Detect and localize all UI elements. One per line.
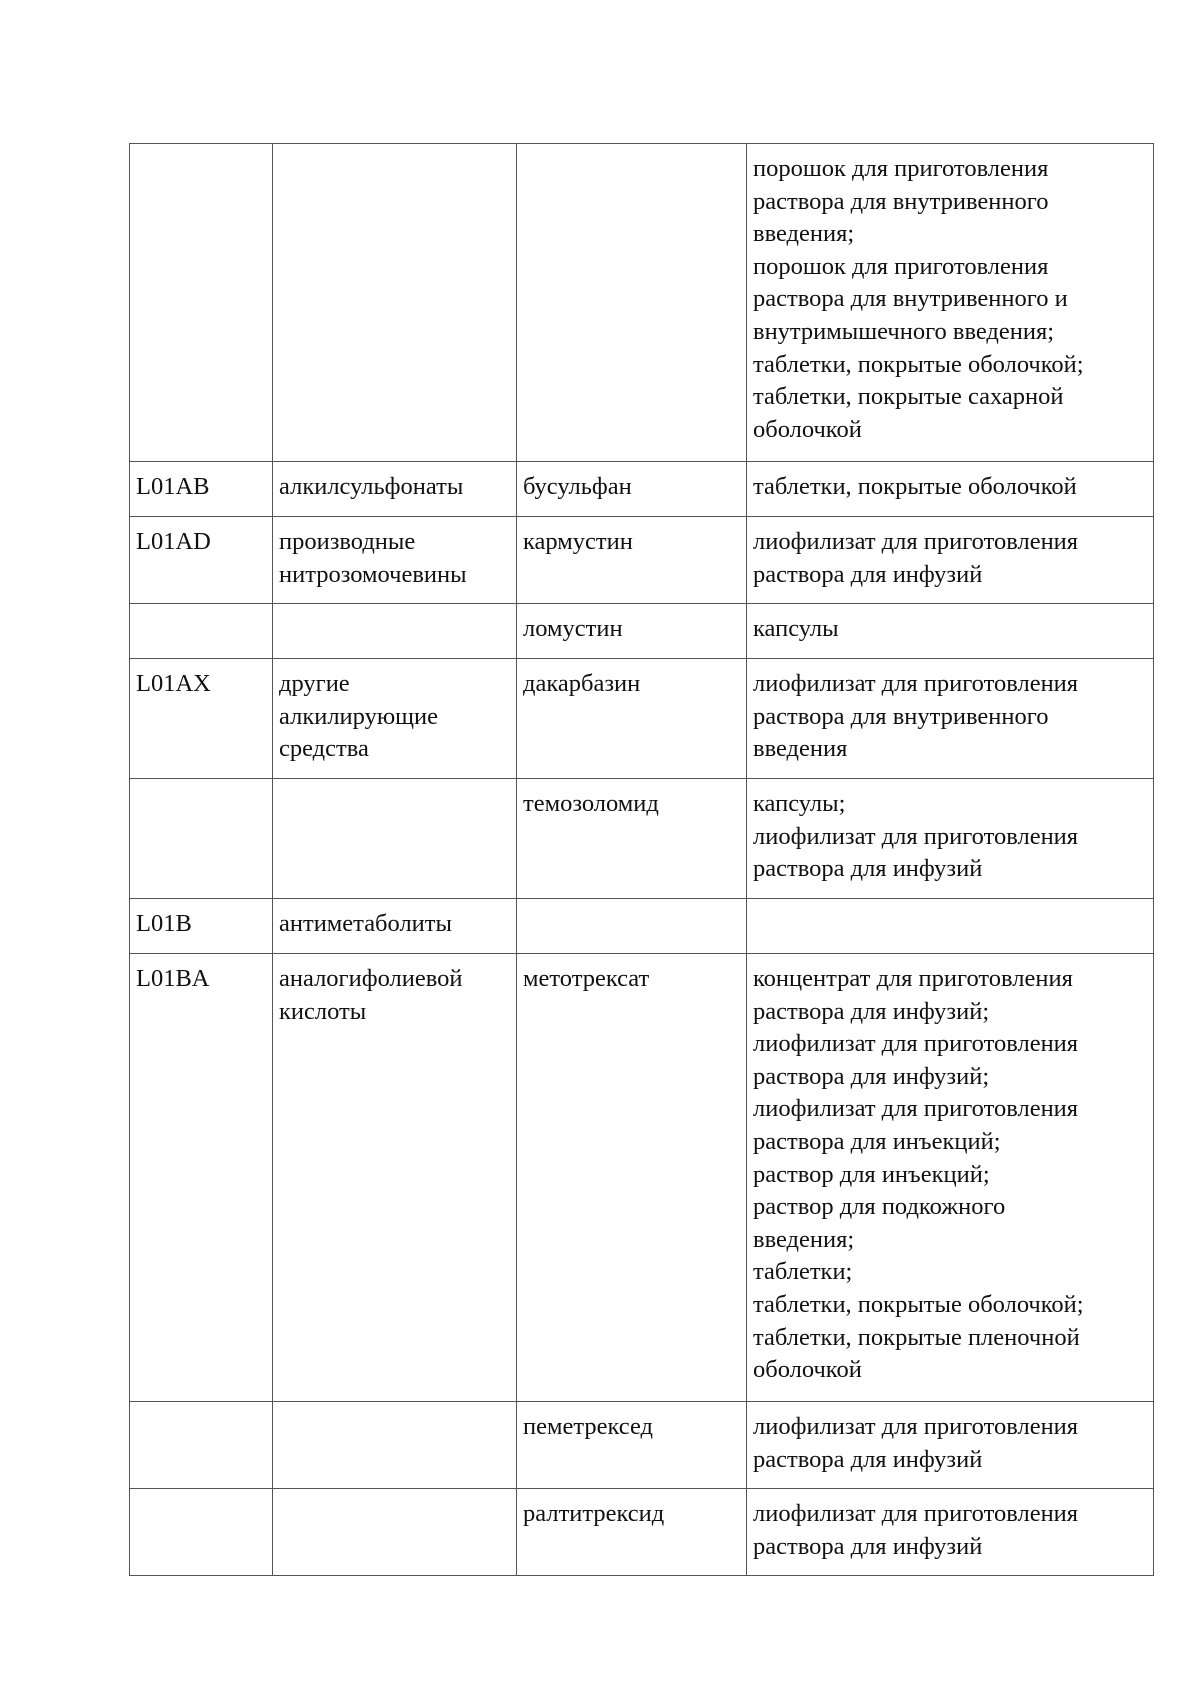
dosage-form-line: таблетки, покрытые оболочкой — [753, 473, 1077, 500]
dosage-form-line: порошок для приготовления — [753, 155, 1049, 182]
table-row — [130, 1489, 1154, 1576]
dosage-form-line: раствора для инфузий; — [753, 1062, 990, 1090]
pharm-group-cell — [273, 604, 517, 659]
dosage-form-line: лиофилизат для приготовления — [753, 528, 1079, 555]
dosage-form-line: раствора для внутривенного — [753, 187, 1049, 215]
dosage-form-line: лиофилизат для приготовления — [753, 1500, 1079, 1527]
dosage-form-line: лиофилизат для приготовления — [753, 822, 1079, 850]
pharm-group-cell — [273, 659, 517, 779]
drug-table — [129, 143, 1154, 1576]
atc-code-cell: L01AB — [130, 462, 273, 517]
dosage-form-line: раствора для инфузий — [753, 1532, 983, 1560]
dosage-form-cell — [747, 604, 1154, 659]
atc-code-cell: L01AD — [130, 517, 273, 604]
dosage-form-cell — [747, 1402, 1154, 1489]
pharm-group-cell — [273, 144, 517, 462]
table-row — [130, 144, 1154, 462]
pharm-group-word: аналоги — [279, 965, 362, 992]
atc-code-cell — [130, 1402, 273, 1489]
pharm-group-line: алкилирующие — [279, 702, 438, 730]
atc-code-cell — [130, 1489, 273, 1576]
dosage-form-line: лиофилизат для приготовления — [753, 670, 1079, 697]
table-row — [130, 1402, 1154, 1489]
dosage-form-line: раствора для внутривенного и — [753, 285, 1068, 313]
drug-name-cell: дакарбазин — [517, 659, 747, 779]
table-row — [130, 517, 1154, 604]
dosage-form-line: лиофилизат для приготовления — [753, 1030, 1079, 1058]
drug-name-cell: бусульфан — [517, 462, 747, 517]
pharm-group-line — [279, 963, 510, 996]
pharm-group-cell — [273, 517, 517, 604]
dosage-form-cell — [747, 517, 1154, 604]
dosage-form-line: таблетки, покрытые сахарной — [753, 383, 1064, 411]
dosage-form-line: внутримышечного введения; — [753, 317, 1055, 345]
pharm-group-line: средства — [279, 735, 369, 763]
drug-name-cell: ралтитрексид — [517, 1489, 747, 1576]
drug-name-cell: кармустин — [517, 517, 747, 604]
drug-name-cell — [517, 899, 747, 954]
dosage-form-line: лиофилизат для приготовления — [753, 1095, 1079, 1123]
dosage-form-line: раствора для инъекций; — [753, 1127, 1001, 1155]
dosage-form-cell — [747, 954, 1154, 1402]
dosage-form-line: оболочкой — [753, 1356, 862, 1384]
dosage-form-line: порошок для приготовления — [753, 252, 1049, 280]
dosage-form-cell — [747, 1489, 1154, 1576]
dosage-form-line: лиофилизат для приготовления — [753, 1413, 1079, 1440]
atc-code-cell: L01AX — [130, 659, 273, 779]
dosage-form-cell — [747, 144, 1154, 462]
atc-code-cell: L01B — [130, 899, 273, 954]
table-row — [130, 462, 1154, 517]
dosage-form-line: таблетки, покрытые оболочкой; — [753, 1290, 1084, 1318]
dosage-form-line: капсулы; — [753, 790, 846, 817]
pharm-group-cell — [273, 1489, 517, 1576]
dosage-form-line: таблетки; — [753, 1258, 853, 1286]
pharm-group-word: фолиевой — [361, 965, 463, 992]
pharm-group-cell — [273, 779, 517, 899]
drug-name-cell: темозоломид — [517, 779, 747, 899]
dosage-form-line: капсулы — [753, 615, 839, 642]
table-body — [130, 144, 1154, 1576]
dosage-form-line: оболочкой — [753, 415, 862, 443]
pharm-group-line: производные — [279, 528, 416, 555]
table-row — [130, 954, 1154, 1402]
dosage-form-line: раствора для инфузий — [753, 1445, 983, 1473]
pharm-group-line: нитрозомочевины — [279, 560, 467, 588]
table-row — [130, 779, 1154, 899]
pharm-group-cell — [273, 462, 517, 517]
dosage-form-line: введения; — [753, 220, 855, 248]
pharm-group-line: антиметаболиты — [279, 910, 452, 937]
table-row — [130, 659, 1154, 779]
pharm-group-cell — [273, 1402, 517, 1489]
pharm-group-cell — [273, 954, 517, 1402]
atc-code-cell — [130, 604, 273, 659]
dosage-form-line: раствора для инфузий — [753, 855, 983, 883]
dosage-form-cell — [747, 779, 1154, 899]
drug-name-cell — [517, 144, 747, 462]
dosage-form-cell — [747, 899, 1154, 954]
drug-name-cell: ломустин — [517, 604, 747, 659]
atc-code-cell — [130, 779, 273, 899]
drug-name-cell: метотрексат — [517, 954, 747, 1402]
atc-code-cell: L01BA — [130, 954, 273, 1402]
dosage-form-cell — [747, 659, 1154, 779]
pharm-group-line: другие — [279, 670, 350, 697]
atc-code-cell — [130, 144, 273, 462]
dosage-form-line: раствора для инфузий — [753, 560, 983, 588]
pharm-group-line: кислоты — [279, 997, 367, 1025]
dosage-form-line: введения; — [753, 1225, 855, 1253]
pharm-group-cell — [273, 899, 517, 954]
drug-name-cell: пеметрексед — [517, 1402, 747, 1489]
table-row — [130, 604, 1154, 659]
dosage-form-line: таблетки, покрытые пленочной — [753, 1323, 1080, 1351]
dosage-form-line: введения — [753, 735, 848, 763]
dosage-form-line: таблетки, покрытые оболочкой; — [753, 350, 1084, 378]
table-row — [130, 899, 1154, 954]
pharm-group-line: алкилсульфонаты — [279, 473, 464, 500]
dosage-form-line: раствор для подкожного — [753, 1193, 1006, 1221]
dosage-form-line: концентрат для приготовления — [753, 965, 1073, 992]
dosage-form-line: раствора для внутривенного — [753, 702, 1049, 730]
dosage-form-line: раствора для инфузий; — [753, 997, 990, 1025]
dosage-form-line: раствор для инъекций; — [753, 1160, 990, 1188]
dosage-form-cell — [747, 462, 1154, 517]
